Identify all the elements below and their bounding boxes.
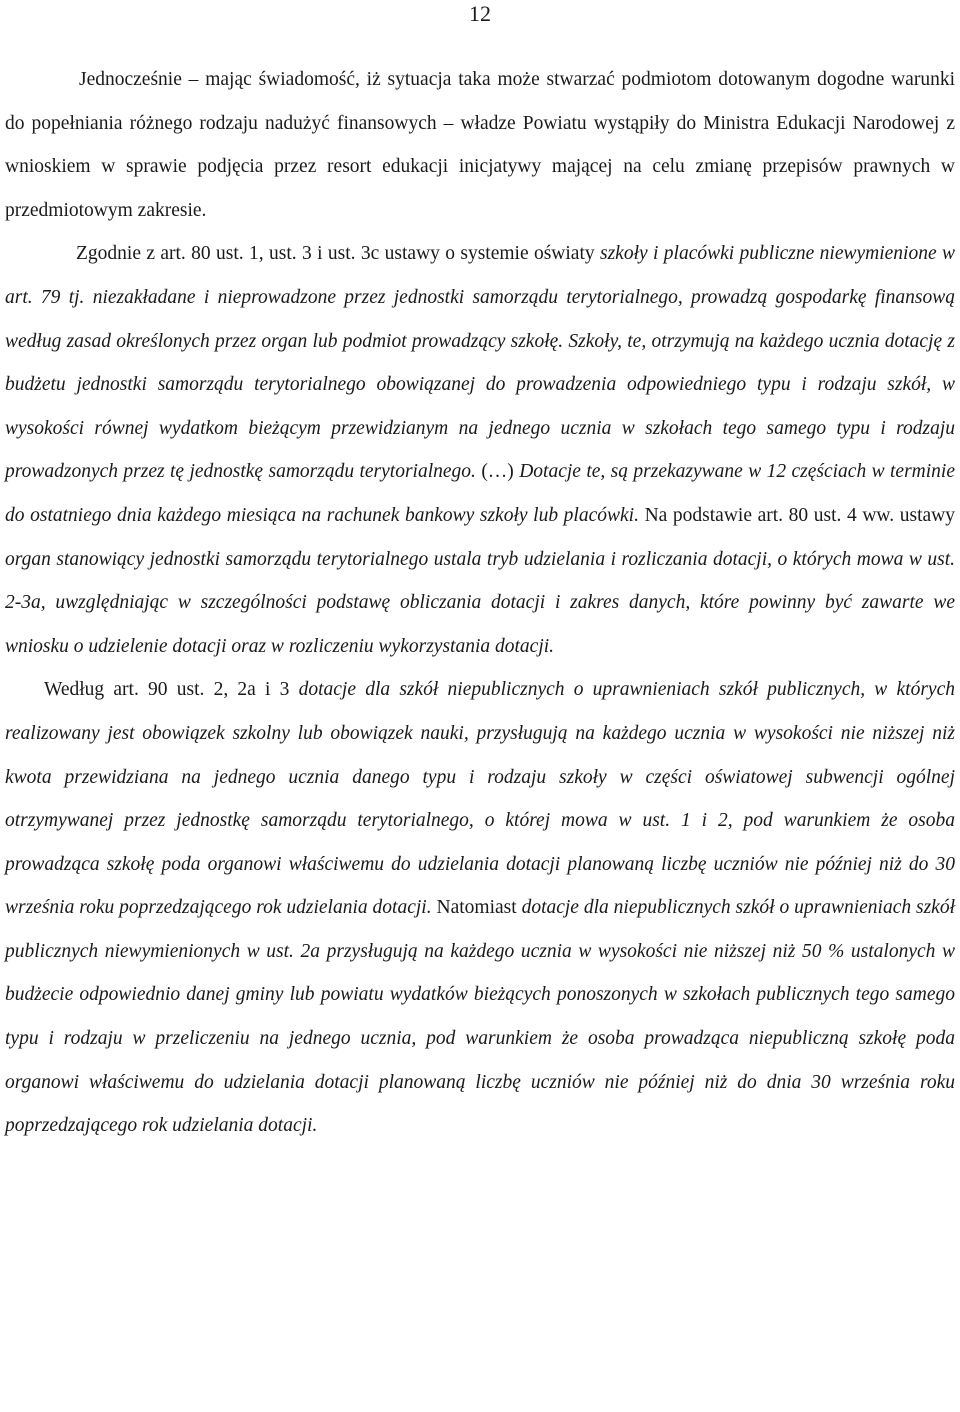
p2-ellipsis: (…) — [475, 461, 520, 483]
paragraph-1: Jednocześnie – mając świadomość, iż sytuacja taka może stwarzać podmiotom dotowanym dogodne warunki do popełniania różnego rodzaju nadużyć finansowych – władze Powiatu wystąpiły do Ministra Edukacji Narodowej z wnioskiem w sprawie podjęcia przez resort edukacji inicjatywy mającej na celu zmianę przepisów prawnych w przedmiotowym zakresie. — [5, 69, 955, 221]
paragraph-2 — [5, 232, 955, 668]
p2-text-1: Zgodnie z art. 80 ust. 1, ust. 3 i ust. 3c ustawy o systemie oświaty — [76, 243, 600, 265]
p3-text-2: Natomiast — [431, 897, 522, 919]
paragraph-3 — [5, 668, 955, 1148]
p3-quote-1: dotacje dla szkół niepublicznych o uprawnieniach szkół publicznych, w których realizowany jest obowiązek szkolny lub obowiązek nauki, przysługują na każdego ucznia w wysokości nie niższej niż kwota przewidziana na jednego ucznia danego typu i rodzaju szkoły w części oświatowej subwencji ogólnej otrzymywanej przez jednostkę samorządu terytorialnego, o której mowa w ust. 1 i 2, pod warunkiem że osoba prowadząca szkołę poda organowi właściwemu do udzielania dotacji planowaną liczbę uczniów nie później niż do 30 września roku poprzedzającego rok udzielania dotacji. — [5, 679, 955, 919]
p2-quote-2: Dotacje te, są przekazywane w 12 częściach w terminie do ostatniego dnia każdego miesiąca na rachunek bankowy szkoły lub placówki. — [5, 461, 955, 526]
body-text — [5, 58, 955, 1148]
p2-text-2: Na podstawie art. 80 ust. 4 ww. ustawy — [638, 504, 955, 526]
p2-quote-3: organ stanowiący jednostki samorządu terytorialnego ustala tryb udzielania i rozliczania dotacji, o których mowa w ust. 2-3a, uwzględniając w szczególności podstawę obliczania dotacji i zakres danych, które powinny być zawarte we wniosku o udzielenie dotacji oraz w rozliczeniu wykorzystania dotacji. — [5, 548, 955, 657]
page-number: 12 — [469, 1, 491, 26]
p3-text-1: Według art. 90 ust. 2, 2a i 3 — [44, 679, 299, 701]
p2-quote-1: szkoły i placówki publiczne niewymienione w art. 79 tj. niezakładane i nieprowadzone przez jednostki samorządu terytorialnego, prowadzą gospodarkę finansową według zasad określonych przez organ lub podmiot prowadzący szkołę. Szkoły, te, otrzymują na każdego ucznia dotację z budżetu jednostki samorządu terytorialnego obowiązanej do prowadzenia odpowiedniego typu i rodzaju szkół, w wysokości równej wydatkom bieżącym przewidzianym na jednego ucznia w szkołach tego samego typu i rodzaju prowadzonych przez tę jednostkę samorządu terytorialnego. — [5, 243, 955, 483]
p3-quote-2: dotacje dla niepublicznych szkół o uprawnieniach szkół publicznych niewymienionych w ust. 2a przysługują na każdego ucznia w wysokości nie niższej niż 50 % ustalonych w budżecie odpowiednio danej gminy lub powiatu wydatków bieżących ponoszonych w szkołach publicznych tego samego typu i rodzaju w przeliczeniu na jednego ucznia, pod warunkiem że osoba prowadząca niepubliczną szkołę poda organowi właściwemu do udzielania dotacji planowaną liczbę uczniów nie później niż do dnia 30 września roku poprzedzającego rok udzielania dotacji. — [5, 897, 956, 1137]
